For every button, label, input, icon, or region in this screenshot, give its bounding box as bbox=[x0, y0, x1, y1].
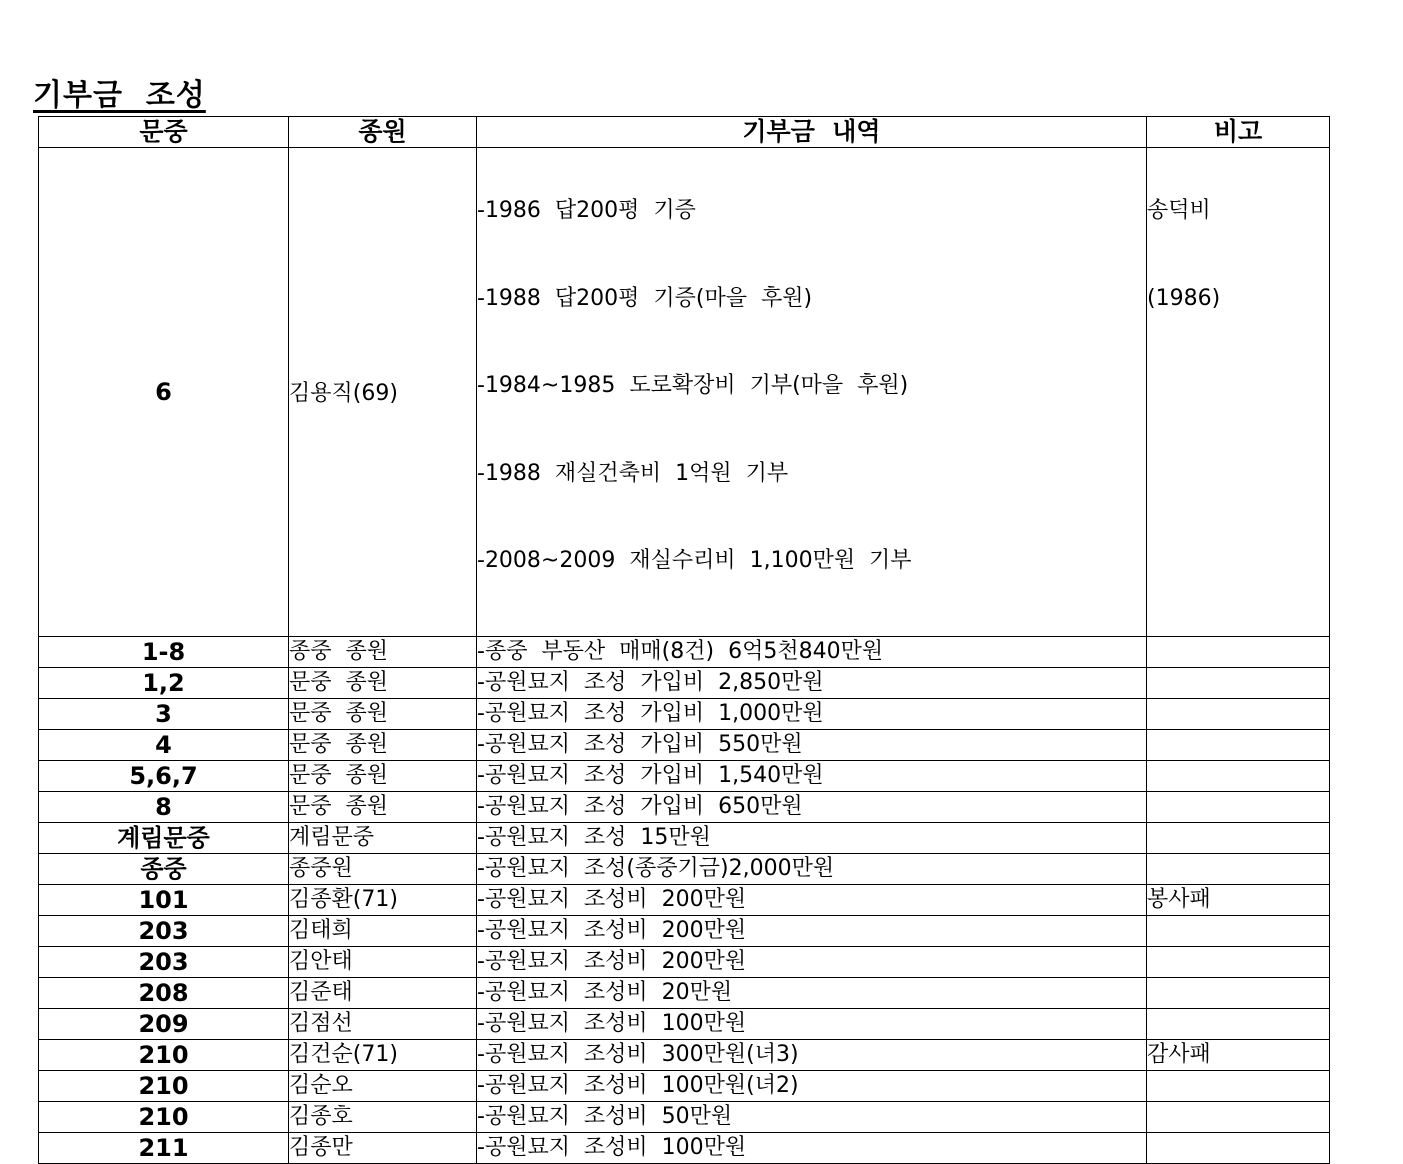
detail-cell: -공원묘지 조성비 200만원 bbox=[477, 946, 1147, 977]
table-row bbox=[39, 1070, 1330, 1101]
munjung-cell: 계림문중 bbox=[39, 822, 289, 853]
note-cell bbox=[1147, 667, 1330, 698]
table-row bbox=[39, 1039, 1330, 1070]
munjung-cell: 종중 bbox=[39, 853, 289, 884]
detail-line: -1984~1985 도로확장비 기부(마을 후원) bbox=[477, 373, 909, 398]
note-cell bbox=[1147, 1008, 1330, 1039]
page-title: 기부금 조성 bbox=[33, 78, 206, 113]
member-cell: 김건순(71) bbox=[289, 1039, 477, 1070]
table-row bbox=[39, 915, 1330, 946]
note-cell: 봉사패 bbox=[1147, 884, 1330, 915]
table-row bbox=[39, 729, 1330, 760]
note-cell bbox=[1147, 853, 1330, 884]
munjung-cell: 210 bbox=[39, 1070, 289, 1101]
member-cell: 김종환(71) bbox=[289, 884, 477, 915]
table-row bbox=[39, 1101, 1330, 1132]
munjung-cell: 1-8 bbox=[39, 636, 289, 667]
note-cell bbox=[1147, 946, 1330, 977]
table-row bbox=[39, 791, 1330, 822]
note-cell bbox=[1147, 915, 1330, 946]
munjung-cell: 203 bbox=[39, 946, 289, 977]
header-row bbox=[39, 117, 1330, 148]
detail-cell: -공원묘지 조성 가입비 2,850만원 bbox=[477, 667, 1147, 698]
detail-cell: -공원묘지 조성비 20만원 bbox=[477, 977, 1147, 1008]
detail-cell: -공원묘지 조성비 300만원(녀3) bbox=[477, 1039, 1147, 1070]
detail-line: -1986 답200평 기증 bbox=[477, 198, 696, 223]
member-cell: 계림문중 bbox=[289, 822, 477, 853]
detail-line: -1988 재실건축비 1억원 기부 bbox=[477, 460, 789, 486]
donation-table bbox=[38, 116, 1330, 1164]
detail-cell: -공원묘지 조성(종중기금)2,000만원 bbox=[477, 853, 1147, 884]
note-cell bbox=[1147, 148, 1330, 637]
munjung-cell: 1,2 bbox=[39, 667, 289, 698]
member-cell: 김안태 bbox=[289, 946, 477, 977]
note-cell bbox=[1147, 698, 1330, 729]
table-row bbox=[39, 1008, 1330, 1039]
note-cell bbox=[1147, 1070, 1330, 1101]
munjung-cell: 209 bbox=[39, 1008, 289, 1039]
detail-cell: -공원묘지 조성 가입비 550만원 bbox=[477, 729, 1147, 760]
member-cell: 문중 종원 bbox=[289, 729, 477, 760]
munjung-cell: 8 bbox=[39, 791, 289, 822]
note-cell bbox=[1147, 977, 1330, 1008]
table-row bbox=[39, 822, 1330, 853]
member-cell: 김종호 bbox=[289, 1101, 477, 1132]
note-cell bbox=[1147, 822, 1330, 853]
note-line: (1986) bbox=[1147, 285, 1221, 311]
table-row bbox=[39, 977, 1330, 1008]
detail-cell bbox=[477, 148, 1147, 637]
member-cell: 문중 종원 bbox=[289, 667, 477, 698]
detail-cell: -공원묘지 조성 가입비 650만원 bbox=[477, 791, 1147, 822]
munjung-cell: 210 bbox=[39, 1039, 289, 1070]
header-note: 비고 bbox=[1147, 117, 1330, 148]
munjung-cell: 203 bbox=[39, 915, 289, 946]
table-row bbox=[39, 667, 1330, 698]
note-cell bbox=[1147, 760, 1330, 791]
table-row bbox=[39, 1132, 1330, 1163]
munjung-cell: 101 bbox=[39, 884, 289, 915]
detail-cell: -공원묘지 조성비 200만원 bbox=[477, 915, 1147, 946]
detail-cell: -공원묘지 조성 15만원 bbox=[477, 822, 1147, 853]
munjung-cell: 3 bbox=[39, 698, 289, 729]
detail-cell: -공원묘지 조성비 100만원 bbox=[477, 1132, 1147, 1163]
note-cell bbox=[1147, 1132, 1330, 1163]
member-cell: 김용직(69) bbox=[289, 148, 477, 637]
member-cell: 문중 종원 bbox=[289, 698, 477, 729]
member-cell: 문중 종원 bbox=[289, 791, 477, 822]
member-cell: 김준태 bbox=[289, 977, 477, 1008]
header-member: 종원 bbox=[289, 117, 477, 148]
member-cell: 종중원 bbox=[289, 853, 477, 884]
table-row bbox=[39, 946, 1330, 977]
munjung-cell: 6 bbox=[39, 148, 289, 637]
detail-cell: -공원묘지 조성 가입비 1,540만원 bbox=[477, 760, 1147, 791]
detail-cell: -공원묘지 조성비 200만원 bbox=[477, 884, 1147, 915]
munjung-cell: 5,6,7 bbox=[39, 760, 289, 791]
member-cell: 김종만 bbox=[289, 1132, 477, 1163]
munjung-cell: 208 bbox=[39, 977, 289, 1008]
table-row bbox=[39, 148, 1330, 637]
header-munjung: 문중 bbox=[39, 117, 289, 148]
member-cell: 종중 종원 bbox=[289, 636, 477, 667]
member-cell: 김점선 bbox=[289, 1008, 477, 1039]
table-row bbox=[39, 884, 1330, 915]
detail-cell: -공원묘지 조성비 100만원 bbox=[477, 1008, 1147, 1039]
detail-cell: -공원묘지 조성 가입비 1,000만원 bbox=[477, 698, 1147, 729]
note-line: 송덕비 bbox=[1147, 198, 1211, 223]
munjung-cell: 4 bbox=[39, 729, 289, 760]
member-cell: 김순오 bbox=[289, 1070, 477, 1101]
member-cell: 김태희 bbox=[289, 915, 477, 946]
munjung-cell: 210 bbox=[39, 1101, 289, 1132]
note-cell: 감사패 bbox=[1147, 1039, 1330, 1070]
detail-line: -2008~2009 재실수리비 1,100만원 기부 bbox=[477, 548, 912, 573]
note-cell bbox=[1147, 1101, 1330, 1132]
note-cell bbox=[1147, 791, 1330, 822]
detail-line: -1988 답200평 기증(마을 후원) bbox=[477, 285, 813, 311]
detail-cell: -공원묘지 조성비 50만원 bbox=[477, 1101, 1147, 1132]
table-row bbox=[39, 760, 1330, 791]
munjung-cell: 211 bbox=[39, 1132, 289, 1163]
table-row bbox=[39, 698, 1330, 729]
header-detail: 기부금 내역 bbox=[477, 117, 1147, 148]
detail-cell: -종중 부동산 매매(8건) 6억5천840만원 bbox=[477, 636, 1147, 667]
table-row bbox=[39, 636, 1330, 667]
member-cell: 문중 종원 bbox=[289, 760, 477, 791]
table-row bbox=[39, 853, 1330, 884]
note-cell bbox=[1147, 729, 1330, 760]
detail-cell: -공원묘지 조성비 100만원(녀2) bbox=[477, 1070, 1147, 1101]
note-cell bbox=[1147, 636, 1330, 667]
